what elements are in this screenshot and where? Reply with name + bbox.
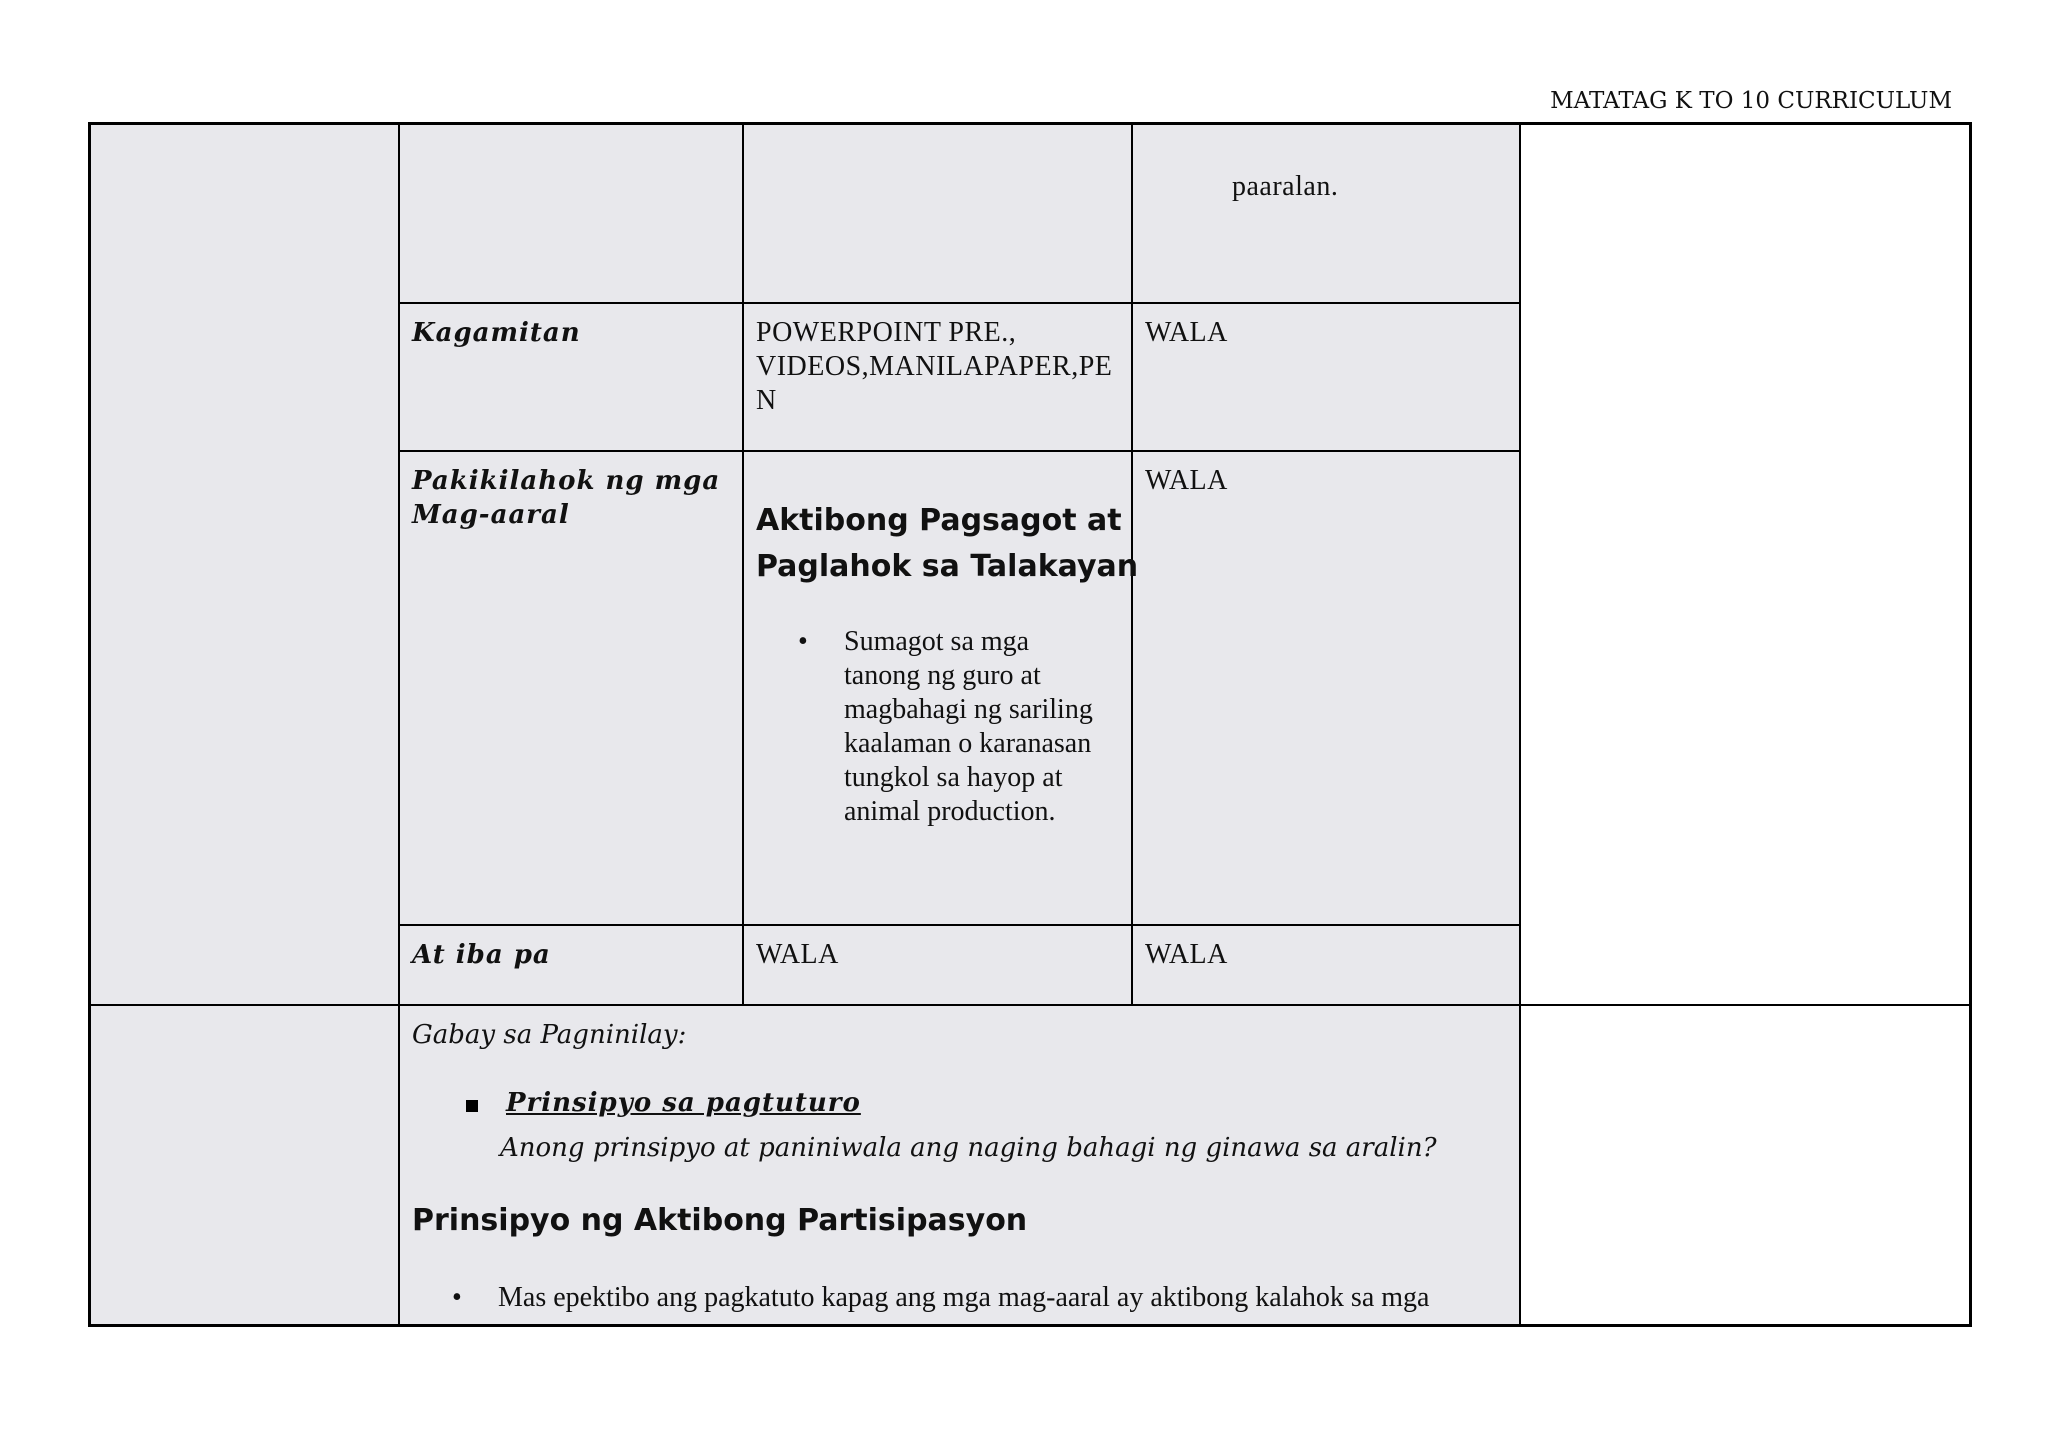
- pakikilahok-col4: WALA: [1145, 465, 1228, 496]
- at-iba-pa-col4: WALA: [1145, 939, 1228, 970]
- reflection-guide: Gabay sa Pagninilay:: [412, 1020, 687, 1050]
- heading-line: Aktibong Pagsagot at: [756, 503, 1122, 538]
- pakikilahok-bullet: [844, 625, 1093, 829]
- pakikilahok-label: [412, 464, 720, 532]
- principle-question: Anong prinsipyo at paniniwala ang naging bahagi ng ginawa sa aralin?: [500, 1133, 1437, 1163]
- divider: [742, 122, 744, 1006]
- heading-line: Paglahok sa Talakayan: [756, 549, 1139, 584]
- bullet-line: kaalaman o karanasan: [844, 728, 1092, 759]
- divider: [398, 302, 1521, 304]
- bullet-icon: •: [798, 626, 808, 657]
- materials-line: VIDEOS,MANILAPAPER,PE: [756, 351, 1113, 382]
- at-iba-pa-col3: WALA: [756, 939, 839, 970]
- kagamitan-col4: WALA: [1145, 317, 1228, 348]
- kagamitan-materials: [756, 316, 1112, 418]
- label-line: Pakikilahok ng mga: [412, 466, 721, 496]
- divider: [398, 924, 1521, 926]
- principle-bullet: Mas epektibo ang pagkatuto kapag ang mga mag-aaral ay aktibong kalahok sa mga: [498, 1282, 1430, 1313]
- bullet-line: Sumagot sa mga: [844, 626, 1030, 657]
- divider: [88, 1004, 1972, 1006]
- curriculum-header: MATATAG K TO 10 CURRICULUM: [1550, 88, 1952, 114]
- paaralan-text: paaralan.: [1232, 171, 1339, 202]
- kagamitan-label: Kagamitan: [412, 318, 581, 348]
- bullet-icon: •: [452, 1282, 462, 1313]
- bullet-line: tanong ng guro at: [844, 660, 1041, 691]
- bullet-line: magbahagi ng sariling: [844, 694, 1093, 725]
- bullet-line: tungkol sa hayop at: [844, 762, 1063, 793]
- bullet-line: animal production.: [844, 796, 1056, 827]
- principle-heading: Prinsipyo ng Aktibong Partisipasyon: [412, 1203, 1028, 1238]
- materials-line: N: [756, 385, 777, 416]
- principle-title: Prinsipyo sa pagtuturo: [506, 1088, 861, 1118]
- square-bullet-icon: [466, 1100, 478, 1112]
- label-line: Mag-aaral: [412, 500, 570, 530]
- pakikilahok-heading: [756, 498, 1138, 590]
- divider: [398, 450, 1521, 452]
- at-iba-pa-label: At iba pa: [412, 940, 551, 970]
- materials-line: POWERPOINT PRE.,: [756, 317, 1017, 348]
